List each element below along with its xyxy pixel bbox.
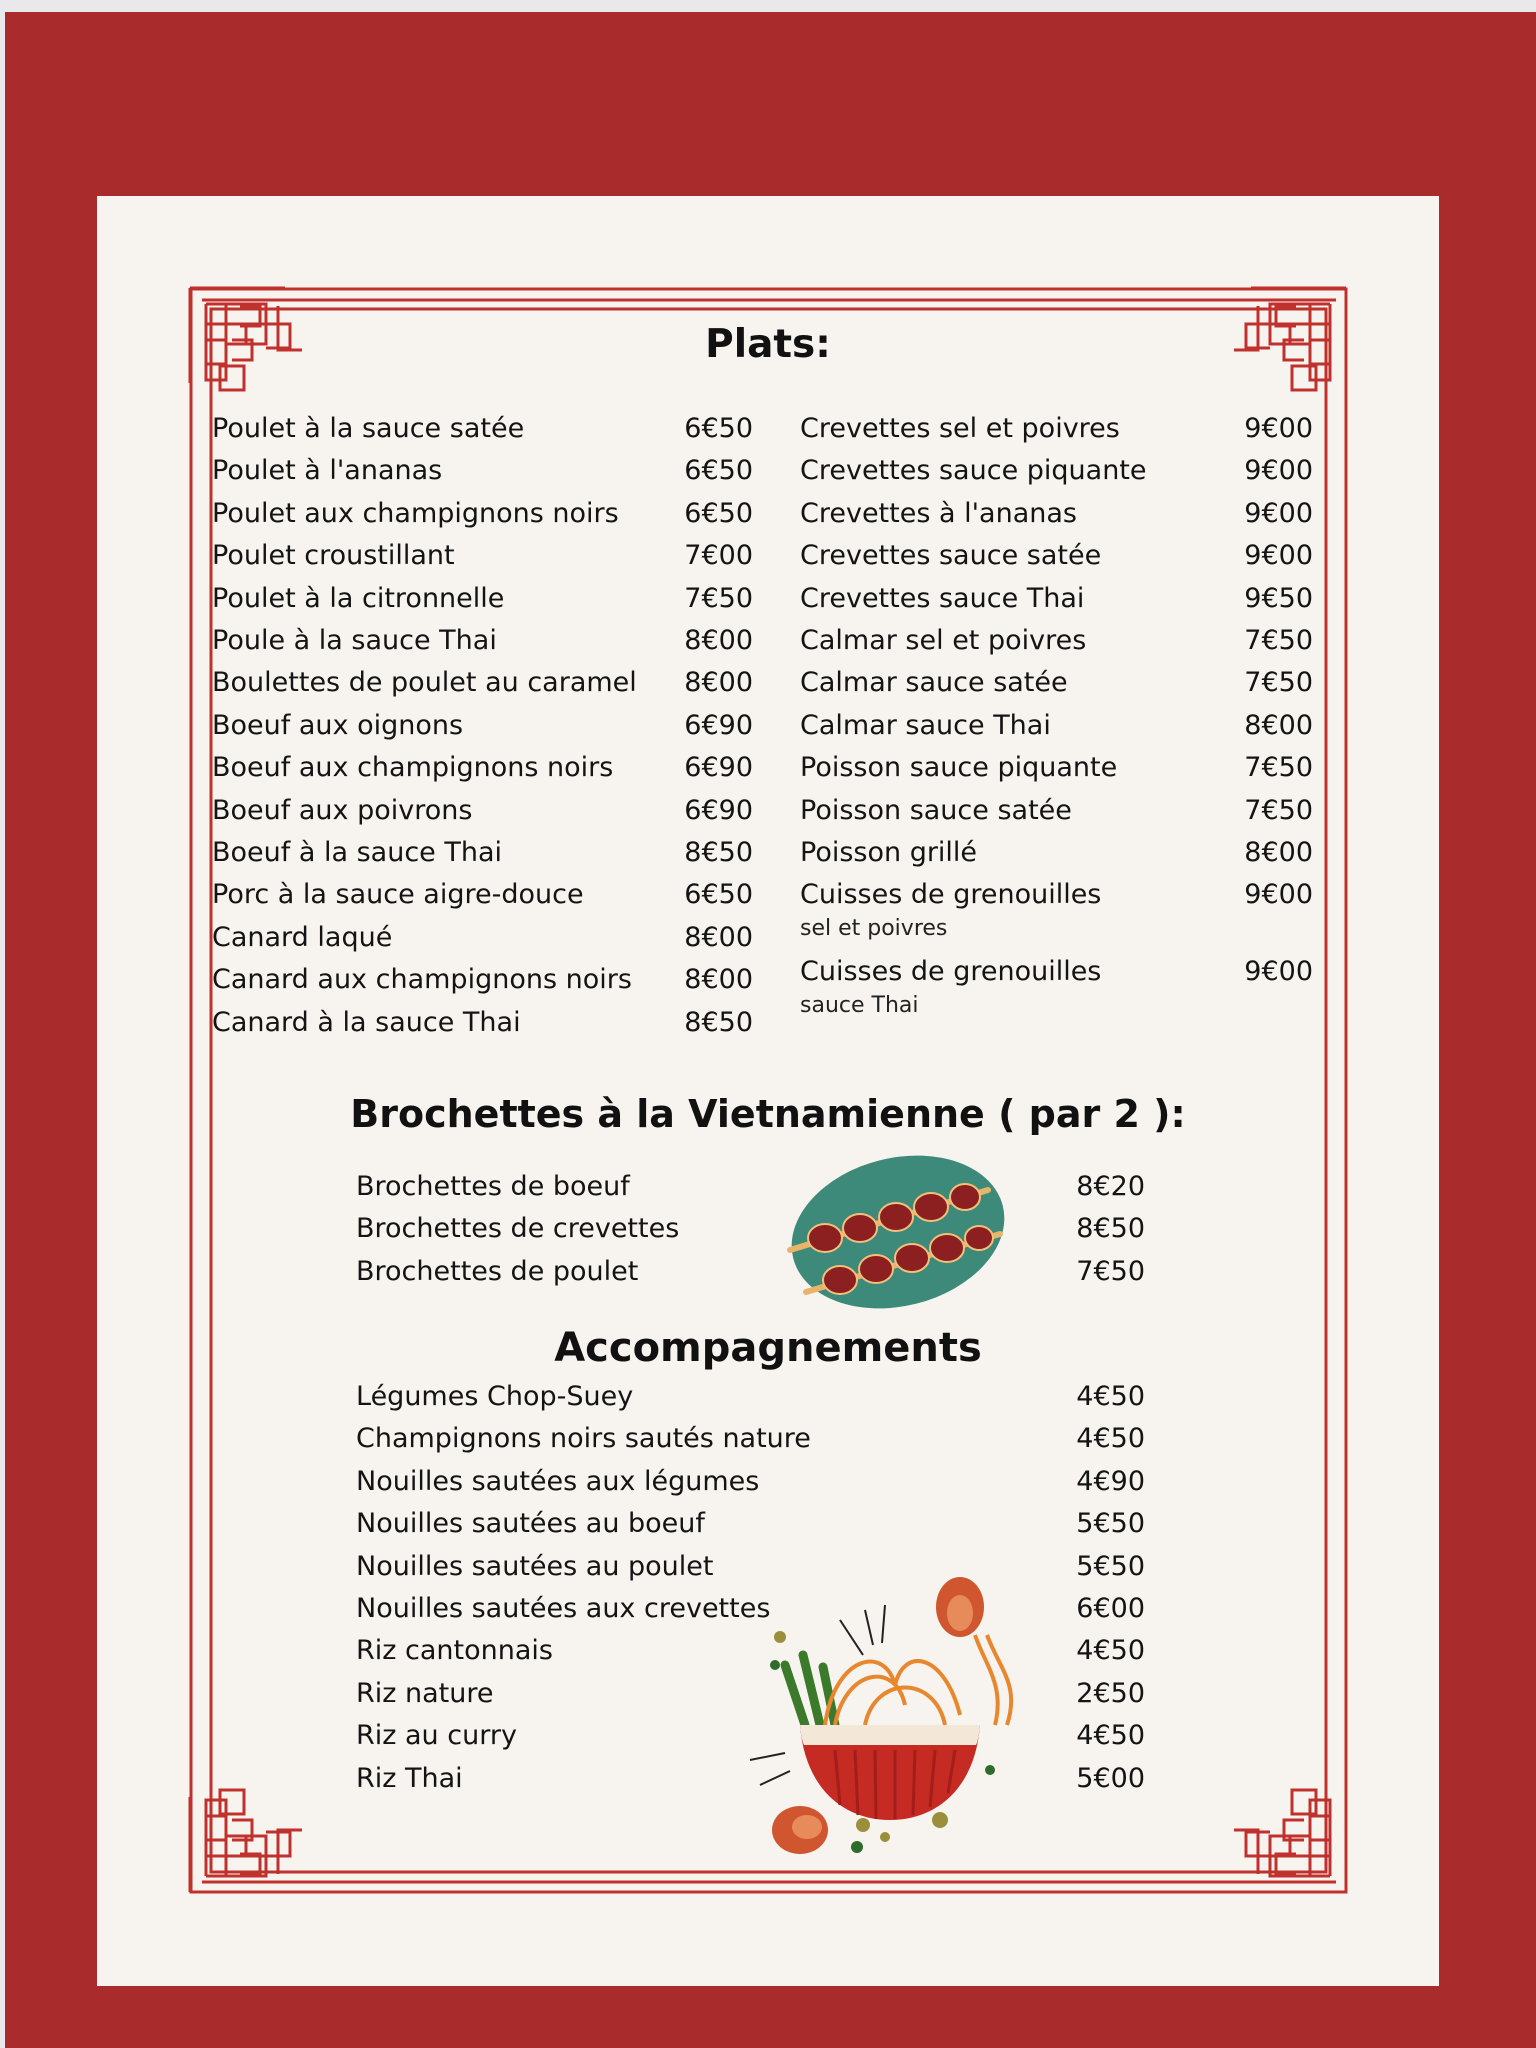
menu-item-price: 7€50 (684, 582, 753, 614)
menu-item-name: Brochettes de crevettes (356, 1213, 680, 1245)
menu-item-name: Cuisses de grenouilles (800, 879, 1102, 911)
menu-item-price: 8€00 (684, 625, 753, 656)
menu-item-name: Riz au curry (356, 1720, 517, 1752)
menu-item-price: 5€50 (1076, 1508, 1145, 1540)
menu-item-name: Crevettes sel et poivres (800, 413, 1120, 444)
menu-item-name: Champignons noirs sautés nature (356, 1423, 811, 1455)
menu-item-price: 7€50 (1244, 667, 1313, 699)
menu-item-price: 6€50 (684, 497, 753, 529)
menu-item-price: 6€90 (684, 709, 753, 741)
menu-item-price: 6€90 (684, 752, 753, 784)
menu-item-name: Boeuf à la sauce Thai (212, 837, 503, 868)
menu-item-name: Cuisses de grenouilles (800, 956, 1102, 988)
menu-item-name: Boulettes de poulet au caramel (212, 667, 637, 699)
menu-item-name: Porc à la sauce aigre-douce (212, 879, 584, 911)
menu-item-subtitle: sauce Thai (800, 993, 919, 1019)
menu-item-price: 4€90 (1076, 1465, 1145, 1497)
menu-item-name: Poulet à la citronnelle (212, 582, 505, 614)
menu-item-price: 9€00 (1244, 413, 1313, 444)
menu-item-name: Canard à la sauce Thai (212, 1006, 521, 1038)
menu-item-price: 6€50 (684, 455, 753, 487)
menu-item-price: 5€00 (1076, 1762, 1145, 1794)
menu-item-price: 8€50 (1076, 1213, 1145, 1245)
menu-item-price: 6€90 (684, 794, 753, 826)
brochettes-title: Brochettes à la Vietnamienne ( par 2 ): (350, 1092, 1186, 1136)
menu-item-subtitle: sel et poivres (800, 916, 948, 942)
menu-item-price: 5€50 (1076, 1550, 1145, 1582)
menu-item-name: Poulet aux champignons noirs (212, 497, 619, 529)
accompagnements-title: Accompagnements (554, 1325, 982, 1371)
menu-item-price: 9€00 (1244, 497, 1313, 529)
menu-item-name: Nouilles sautées aux crevettes (356, 1593, 771, 1624)
menu-item-name: Poulet à l'ananas (212, 455, 443, 487)
menu-item-price: 7€50 (1244, 625, 1313, 656)
menu-item-name: Calmar sauce satée (800, 667, 1068, 699)
menu-item-price: 9€00 (1244, 956, 1313, 988)
menu-item-price: 8€00 (1244, 709, 1313, 741)
skewers-illustration (780, 1152, 1010, 1312)
menu-item-name: Poulet à la sauce satée (212, 413, 525, 444)
menu-item-price: 8€00 (1244, 837, 1313, 868)
menu-item-price: 6€50 (684, 413, 753, 444)
menu-item-name: Poule à la sauce Thai (212, 625, 497, 656)
menu-item-price: 6€50 (684, 879, 753, 911)
menu-item-name: Riz cantonnais (356, 1635, 553, 1667)
menu-item-name: Nouilles sautées aux légumes (356, 1465, 760, 1497)
menu-item-price: 8€00 (684, 667, 753, 699)
menu-item-price: 9€00 (1244, 540, 1313, 572)
menu-item-price: 8€00 (684, 964, 753, 996)
menu-item-price: 9€50 (1244, 582, 1313, 614)
plats-title: Plats: (705, 322, 831, 367)
menu-item-price: 7€00 (684, 540, 753, 572)
menu-item-name: Nouilles sautées au boeuf (356, 1508, 705, 1540)
menu-item-price: 7€50 (1244, 752, 1313, 784)
menu-item-price: 2€50 (1076, 1677, 1145, 1709)
menu-item-price: 4€50 (1076, 1635, 1145, 1667)
menu-item-name: Riz Thai (356, 1762, 463, 1794)
menu-item-price: 6€00 (1076, 1593, 1145, 1624)
menu-item-name: Boeuf aux champignons noirs (212, 752, 614, 784)
menu-item-price: 8€50 (684, 1006, 753, 1038)
menu-item-name: Calmar sauce Thai (800, 709, 1051, 741)
menu-item-name: Riz nature (356, 1677, 494, 1709)
menu-item-name: Canard laqué (212, 921, 393, 953)
menu-item-price: 7€50 (1244, 794, 1313, 826)
menu-item-name: Boeuf aux oignons (212, 709, 464, 741)
noodle-bowl-illustration (745, 1575, 1035, 1865)
menu-item-name: Nouilles sautées au poulet (356, 1550, 714, 1582)
menu-item-price: 9€00 (1244, 879, 1313, 911)
menu-item-price: 9€00 (1244, 455, 1313, 487)
menu-item-name: Crevettes sauce satée (800, 540, 1102, 572)
menu-item-name: Poisson sauce piquante (800, 752, 1118, 784)
menu-item-price: 4€50 (1076, 1381, 1145, 1412)
menu-item-name: Crevettes à l'ananas (800, 497, 1077, 529)
menu-item-name: Canard aux champignons noirs (212, 964, 632, 996)
menu-item-name: Crevettes sauce Thai (800, 582, 1085, 614)
menu-item-name: Poisson grillé (800, 837, 978, 868)
menu-item-price: 8€00 (684, 921, 753, 953)
menu-item-price: 8€20 (1076, 1171, 1145, 1202)
menu-item-price: 4€50 (1076, 1423, 1145, 1455)
menu-item-price: 4€50 (1076, 1720, 1145, 1752)
menu-item-name: Calmar sel et poivres (800, 625, 1087, 656)
menu-item-name: Boeuf aux poivrons (212, 794, 473, 826)
menu-item-name: Poulet croustillant (212, 540, 455, 572)
menu-item-price: 8€50 (684, 837, 753, 868)
menu-item-name: Poisson sauce satée (800, 794, 1072, 826)
menu-item-name: Crevettes sauce piquante (800, 455, 1147, 487)
menu-item-name: Légumes Chop-Suey (356, 1381, 634, 1412)
menu-item-name: Brochettes de poulet (356, 1255, 639, 1287)
menu-item-price: 7€50 (1076, 1255, 1145, 1287)
menu-item-name: Brochettes de boeuf (356, 1171, 630, 1202)
